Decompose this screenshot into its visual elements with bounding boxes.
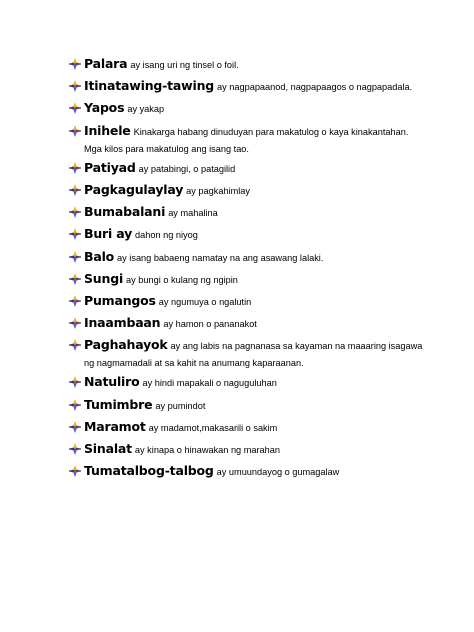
list-item-14 [68, 373, 428, 392]
fleuron-bullet-icon [68, 294, 82, 308]
definition: ay umuundayog o gumagalaw [216, 467, 340, 478]
fleuron-bullet-icon [68, 464, 82, 478]
list-item-4 [68, 122, 428, 156]
list-item-2 [68, 77, 428, 96]
list-item-3 [68, 99, 428, 118]
term: Sinalat [84, 441, 132, 456]
list-item-7 [68, 203, 428, 222]
fleuron-bullet-icon [68, 205, 82, 219]
list-item-8 [68, 225, 428, 244]
definition: Kinakarga habang dinuduyan para makatulog o kaya kinakantahan. Mga kilos para makatulog ang isang tao. [84, 126, 409, 154]
definition: ay isang babaeng namatay na ang asawang lalaki. [117, 252, 324, 263]
term: Pagkagulaylay [84, 181, 184, 197]
fleuron-bullet-icon [68, 124, 82, 138]
term: Yapos [84, 100, 125, 116]
fleuron-bullet-icon [68, 442, 82, 456]
term: Tumatalbog-talbog [84, 463, 214, 479]
list-item-17 [68, 440, 428, 459]
term: Maramot [84, 418, 146, 434]
list-item-9 [68, 248, 428, 267]
fleuron-bullet-icon [68, 79, 82, 93]
list-item-16 [68, 418, 428, 437]
definition: ay ang labis na pagnanasa sa kayaman na maaaring isagawa ng nagmamadali at sa kahit na anumang kaparaanan. [84, 341, 423, 369]
fleuron-bullet-icon [68, 227, 82, 241]
definition: ay ngumuya o ngalutin [158, 296, 252, 307]
definition: ay yakap [127, 104, 165, 115]
fleuron-bullet-icon [68, 316, 82, 330]
list-item-5 [68, 159, 428, 178]
list-item-18 [68, 462, 428, 481]
definition: ay pumindot [155, 400, 206, 411]
list-item-12 [68, 314, 428, 333]
list-item-1 [68, 55, 428, 74]
definition: ay mahalina [168, 208, 218, 219]
term: Paghahayok [84, 337, 168, 353]
definition: ay patabingi, o patagilid [138, 163, 236, 174]
term: Bumabalani [84, 204, 166, 220]
definition: ay nagpapaanod, nagpapaagos o nagpapadala. [217, 82, 413, 93]
definition: dahon ng niyog [135, 230, 198, 241]
fleuron-bullet-icon [68, 420, 82, 434]
term: Sungi [84, 270, 124, 286]
term: Tumimbre [84, 396, 153, 412]
term: Itinatawing-tawing [84, 78, 215, 94]
term: Patiyad [84, 159, 136, 175]
fleuron-bullet-icon [68, 338, 82, 352]
list-item-6 [68, 181, 428, 200]
list-item-10 [68, 270, 428, 289]
fleuron-bullet-icon [68, 398, 82, 412]
definition: ay hamon o pananakot [163, 319, 257, 330]
fleuron-bullet-icon [68, 183, 82, 197]
fleuron-bullet-icon [68, 57, 82, 71]
fleuron-bullet-icon [68, 101, 82, 115]
definition: ay isang uri ng tinsel o foil. [130, 60, 239, 70]
definition: ay hindi mapakali o naguguluhan [142, 378, 277, 389]
fleuron-bullet-icon [68, 272, 82, 286]
definition: ay pagkahimlay [186, 185, 251, 196]
fleuron-bullet-icon [68, 161, 82, 175]
term: Palara [84, 56, 128, 71]
vocabulary-list [68, 55, 428, 484]
term: Buri ay [84, 226, 133, 242]
term: Inihele [84, 122, 131, 138]
definition: ay kinapa o hinawakan ng marahan [134, 445, 280, 455]
term: Natuliro [84, 374, 140, 390]
term: Pumangos [84, 292, 156, 308]
fleuron-bullet-icon [68, 375, 82, 389]
definition: ay bungi o kulang ng ngipin [126, 274, 238, 285]
list-item-15 [68, 396, 428, 415]
list-item-13 [68, 336, 428, 370]
term: Balo [84, 248, 115, 264]
fleuron-bullet-icon [68, 250, 82, 264]
definition: ay madamot,makasarili o sakim [148, 422, 278, 433]
term: Inaambaan [84, 315, 161, 331]
list-item-11 [68, 292, 428, 311]
